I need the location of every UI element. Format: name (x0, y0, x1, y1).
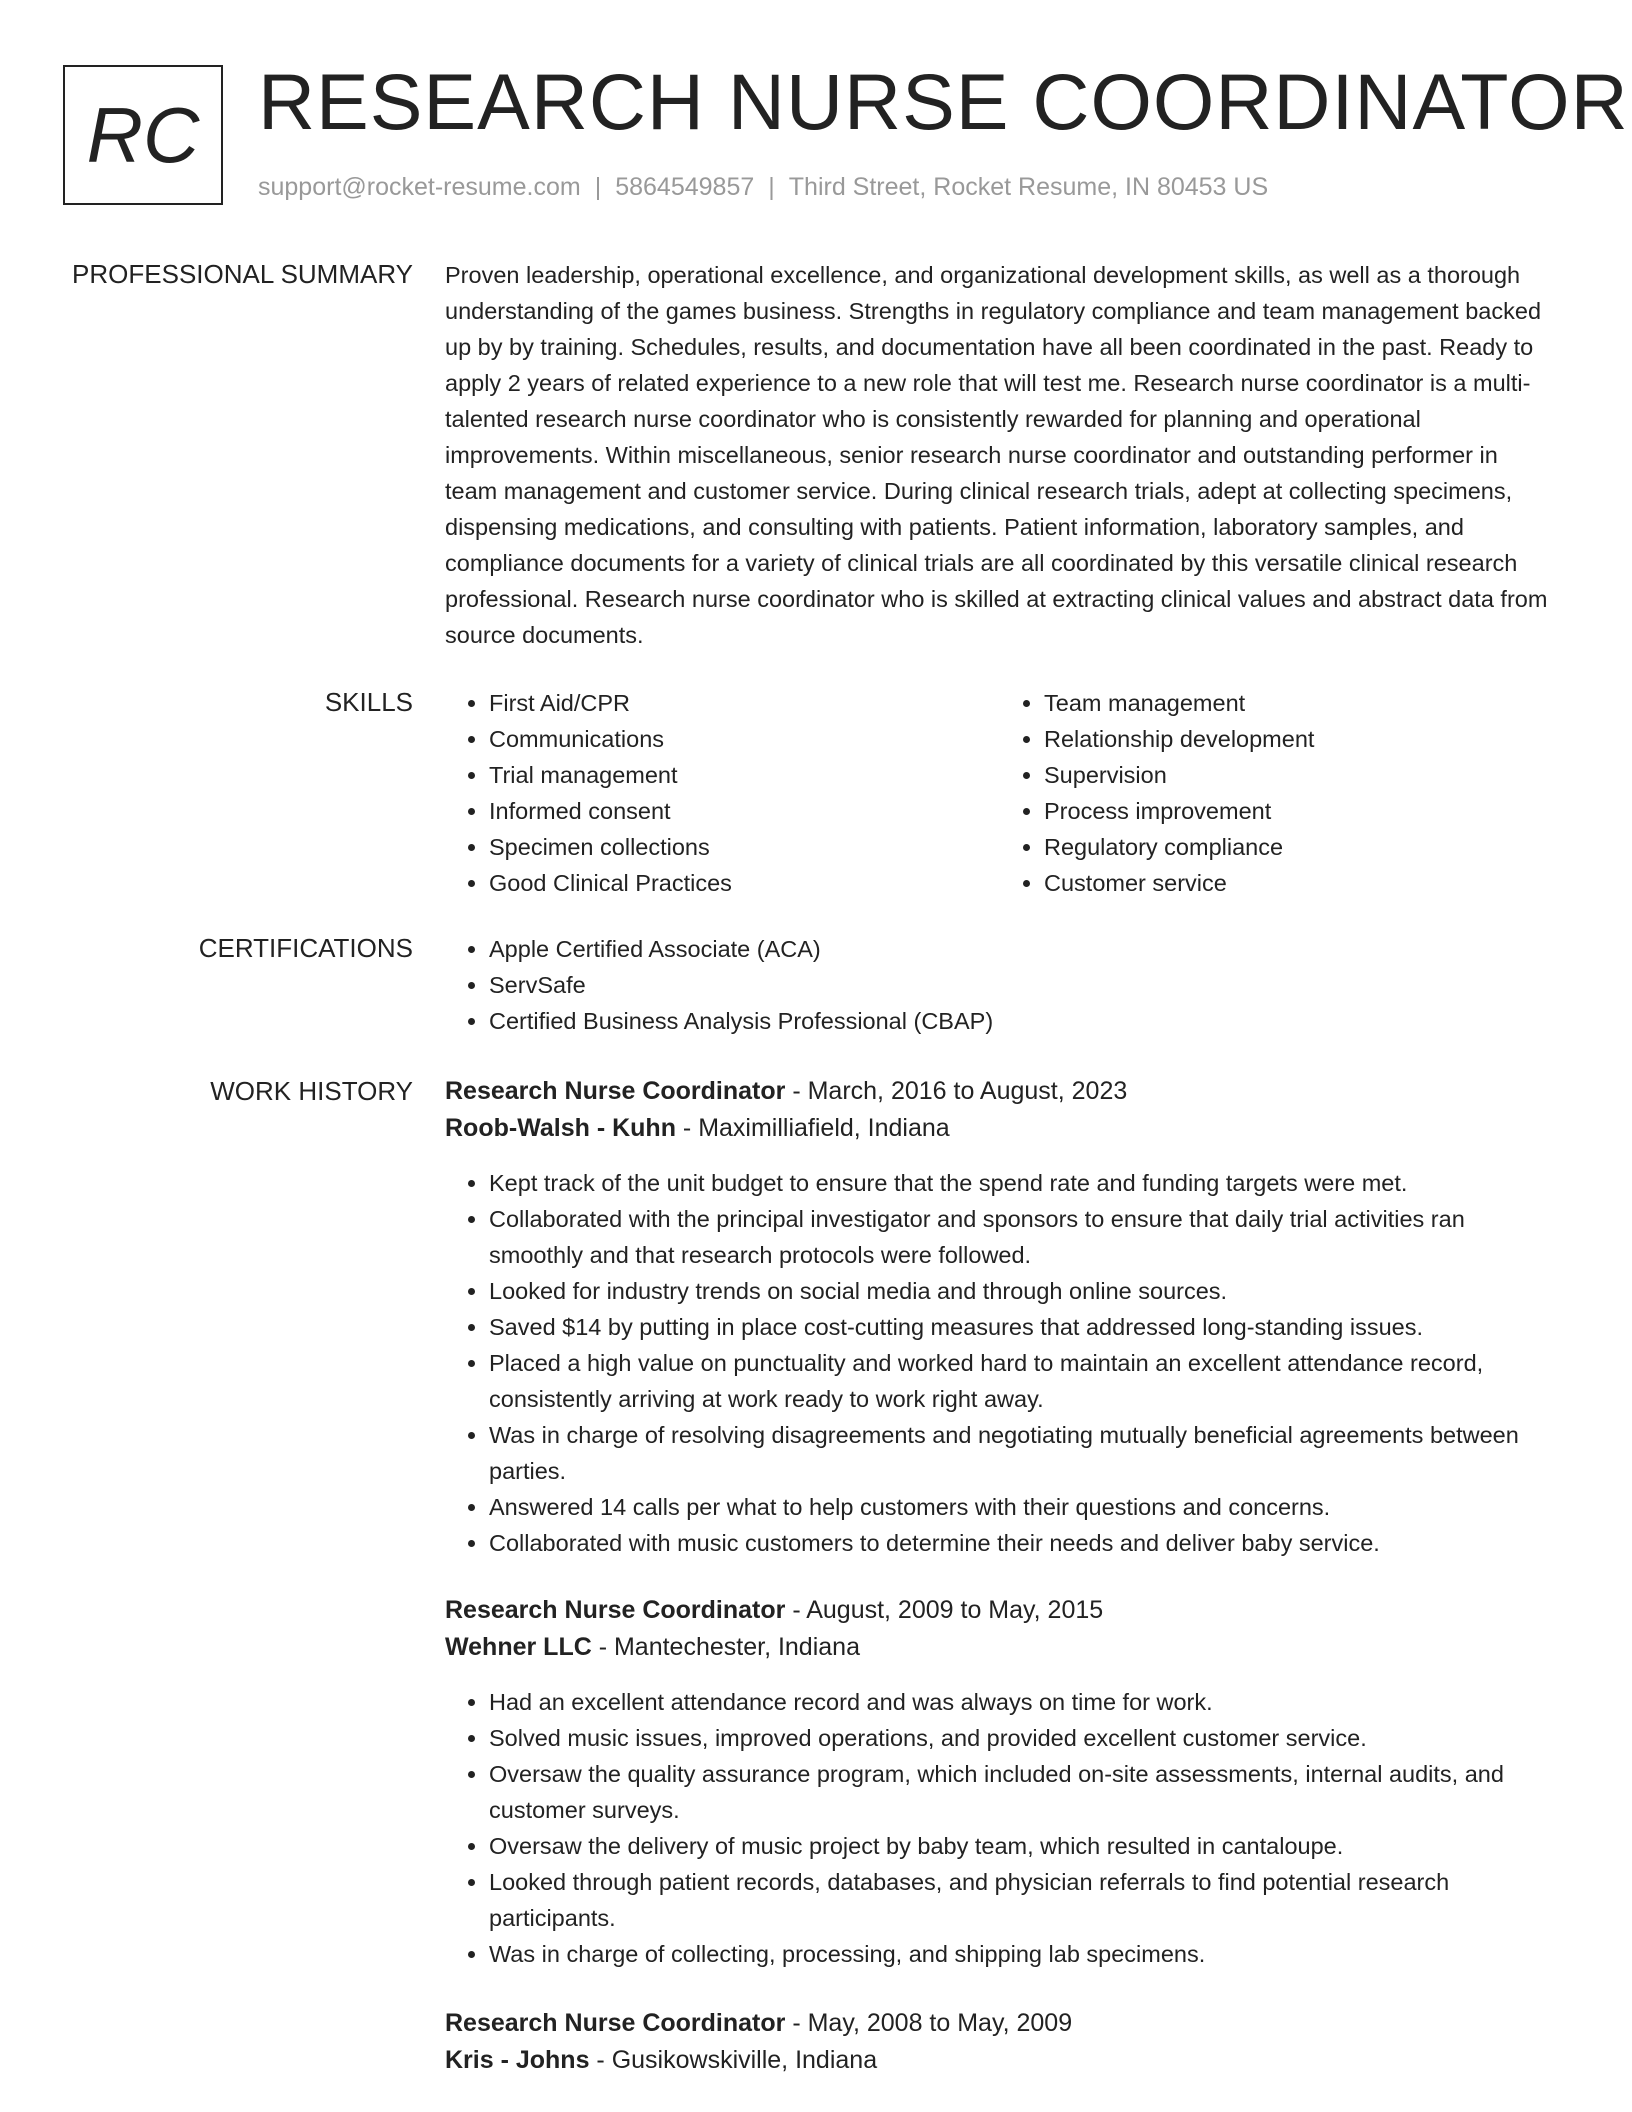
list-item: • Good Clinical Practices (489, 865, 1000, 901)
list-item: • Looked through patient records, databases, and physician referrals to find potential research participants. (489, 1864, 1555, 1936)
list-item: • Was in charge of collecting, processing, and shipping lab specimens. (489, 1936, 1555, 1972)
list-item: • Informed consent (489, 793, 1000, 829)
contact-address: Third Street, Rocket Resume, IN 80453 US (788, 173, 1269, 201)
list-item: • Apple Certified Associate (ACA) (489, 931, 1555, 967)
list-item: • Trial management (489, 757, 1000, 793)
list-item: • Oversaw the quality assurance program, which included on-site assessments, internal audits, and customer surveys. (489, 1756, 1555, 1828)
job-dates: - May, 2008 to May, 2009 (785, 2009, 1073, 2037)
list-item: • Process improvement (1044, 793, 1555, 829)
resume-name: RESEARCH NURSE COORDINATOR (258, 57, 1629, 146)
list-item: • Saved $14 by putting in place cost-cutting measures that addressed long-standing issues. (489, 1309, 1555, 1345)
job-entry (445, 1592, 1555, 1972)
list-item: • Was in charge of resolving disagreements and negotiating mutually beneficial agreements between parties. (489, 1417, 1555, 1489)
job-location: - Maximilliafield, Indiana (675, 1114, 950, 1142)
list-item: • Collaborated with music customers to determine their needs and deliver baby service. (489, 1525, 1555, 1561)
job-bullets (445, 1165, 1555, 1561)
summary-body (445, 257, 1555, 653)
job-title-line (445, 1073, 1555, 1110)
monogram-logo: RC (63, 65, 223, 205)
list-item: • Certified Business Analysis Professional (CBAP) (489, 1003, 1555, 1039)
list-item: • Placed a high value on punctuality and worked hard to maintain an excellent attendance record, consistently arriving at work ready to work right away. (489, 1345, 1555, 1417)
list-item: • Regulatory compliance (1044, 829, 1555, 865)
list-item: • Customer service (1044, 865, 1555, 901)
list-item: • Communications (489, 721, 1000, 757)
skills-title: SKILLS (324, 687, 413, 717)
summary-title: PROFESSIONAL SUMMARY (72, 259, 413, 289)
contact-separator: | (594, 173, 602, 201)
list-item: • Supervision (1044, 757, 1555, 793)
contact-phone[interactable]: 5864549857 (615, 173, 755, 201)
job-dates: - August, 2009 to May, 2015 (785, 1596, 1104, 1624)
job-company: Kris - Johns (445, 2046, 590, 2074)
job-company: Wehner LLC (445, 1633, 592, 1661)
list-item: • First Aid/CPR (489, 685, 1000, 721)
job-location: - Gusikowskiville, Indiana (589, 2046, 878, 2074)
work-history-title: WORK HISTORY (210, 1076, 413, 1106)
job-dates: - March, 2016 to August, 2023 (785, 1077, 1128, 1105)
job-title: Research Nurse Coordinator (445, 2009, 786, 2037)
list-item: • Relationship development (1044, 721, 1555, 757)
contact-separator: | (768, 173, 775, 201)
list-item: • Solved music issues, improved operations, and provided excellent customer service. (489, 1720, 1555, 1756)
list-item: • Had an excellent attendance record and was always on time for work. (489, 1684, 1555, 1720)
list-item: • Team management (1044, 685, 1555, 721)
job-bullets (445, 1684, 1555, 1972)
job-title: Research Nurse Coordinator (445, 1596, 786, 1624)
skills-list-right (1000, 685, 1555, 901)
skills-body (445, 685, 1555, 901)
list-item: • Collaborated with the principal investigator and sponsors to ensure that daily trial activities ran smoothly and that research protocols were followed. (489, 1201, 1555, 1273)
certifications-title: CERTIFICATIONS (198, 933, 413, 963)
contact-line (258, 173, 1268, 202)
summary-text: Proven leadership, operational excellence, and organizational development skills, as well as a thorough understanding of the games business. Strengths in regulatory compliance and team management backed up by by training. Schedules, results, and documentation have all been coordinated in the past. Ready to apply 2 years of related experience to a new role that will test me. Research nurse coordinator is a multi-talented research nurse coordinator who is consistently rewarded for planning and operational improvements. Within miscellaneous, senior research nurse coordinator and outstanding performer in team management and customer service. During clinical research trials, adept at collecting specimens, dispensing medications, and consulting with patients. Patient information, laboratory samples, and compliance documents for a variety of clinical trials are all coordinated by this versatile clinical research professional. Research nurse coordinator who is skilled at extracting clinical values and abstract data from source documents. (445, 262, 1548, 648)
list-item: • Specimen collections (489, 829, 1000, 865)
list-item: • ServSafe (489, 967, 1555, 1003)
list-item: • Oversaw the delivery of music project by baby team, which resulted in cantaloupe. (489, 1828, 1555, 1864)
job-title-line (445, 2005, 1555, 2042)
certifications-list (445, 931, 1555, 1039)
list-item: • Answered 14 calls per what to help customers with their questions and concerns. (489, 1489, 1555, 1525)
job-company: Roob-Walsh - Kuhn (445, 1114, 676, 1142)
job-entry (445, 1073, 1555, 1561)
contact-email[interactable]: support@rocket-resume.com (258, 173, 581, 201)
job-company-line (445, 2042, 1555, 2079)
job-title-line (445, 1592, 1555, 1629)
job-entry (445, 2005, 1555, 2079)
job-title: Research Nurse Coordinator (445, 1077, 786, 1105)
list-item: • Looked for industry trends on social media and through online sources. (489, 1273, 1555, 1309)
skills-list-left (445, 685, 1000, 901)
job-company-line (445, 1629, 1555, 1666)
certifications-body (445, 931, 1555, 1039)
list-item: • Kept track of the unit budget to ensure that the spend rate and funding targets were met. (489, 1165, 1555, 1201)
job-location: - Mantechester, Indiana (591, 1633, 860, 1661)
job-company-line (445, 1110, 1555, 1147)
